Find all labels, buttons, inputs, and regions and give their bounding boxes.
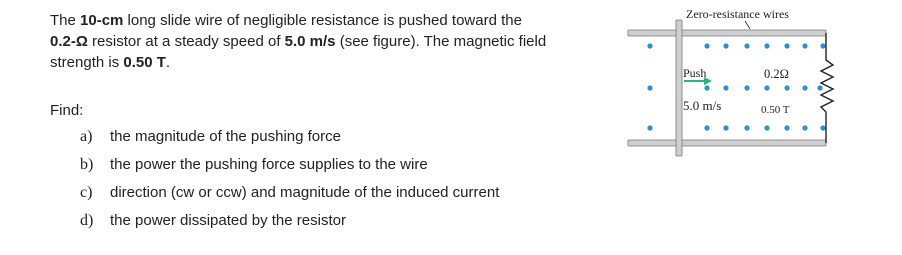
problem-text-3: resistor at a steady speed of	[87, 33, 285, 50]
problem-text-1: The	[50, 12, 81, 29]
field-dot	[764, 43, 769, 48]
question-text: the magnitude of the pushing force	[110, 128, 341, 145]
field-dot	[784, 43, 789, 48]
field-dot	[784, 125, 789, 130]
problem-statement	[50, 10, 620, 73]
resistor-label: 0.2Ω	[764, 67, 789, 81]
field-dot	[764, 85, 769, 90]
circuit-diagram	[620, 0, 902, 170]
field-dot	[744, 43, 749, 48]
top-rail	[628, 30, 826, 36]
question-letter: c)	[80, 184, 93, 201]
question-a	[80, 128, 499, 156]
field-dot	[764, 125, 769, 130]
bottom-rail	[628, 140, 826, 146]
field-dot	[704, 85, 709, 90]
question-list	[80, 128, 499, 240]
field-dot	[817, 85, 822, 90]
field-dot	[647, 85, 652, 90]
field-dot	[704, 43, 709, 48]
field-dot	[802, 85, 807, 90]
problem-text-2: long slide wire of negligible resistance is pushed toward the	[123, 12, 522, 29]
push-label: Push	[683, 66, 707, 80]
question-letter: d)	[80, 212, 94, 229]
question-letter: b)	[80, 156, 94, 173]
field-dot	[784, 85, 789, 90]
field-dot	[802, 43, 807, 48]
field-dot	[744, 85, 749, 90]
question-d	[80, 212, 499, 240]
field-dot	[820, 43, 825, 48]
question-b	[80, 156, 499, 184]
question-letter: a)	[80, 128, 93, 145]
speed-label: 5.0 m/s	[683, 98, 722, 113]
field-dot	[802, 125, 807, 130]
resistor-value: 0.2-Ω	[50, 33, 88, 50]
field-strength: 0.50 T	[123, 54, 166, 71]
field-dot	[723, 85, 728, 90]
slide-wire	[676, 20, 682, 156]
field-label: 0.50 T	[761, 104, 790, 116]
question-text: the power the pushing force supplies to the wire	[110, 156, 428, 173]
wire-length: 10-cm	[80, 12, 124, 29]
find-label: Find:	[50, 102, 84, 119]
field-dot	[704, 125, 709, 130]
field-dot	[723, 125, 728, 130]
field-dot	[647, 125, 652, 130]
problem-text-5: strength is	[50, 54, 124, 71]
question-text: direction (cw or ccw) and magnitude of the induced current	[110, 184, 500, 201]
question-c	[80, 184, 499, 212]
problem-text-6: .	[165, 54, 171, 71]
question-text: the power dissipated by the resistor	[110, 212, 346, 229]
circuit-figure	[620, 0, 902, 170]
field-dot	[820, 125, 825, 130]
problem-text-4: (see figure). The magnetic field	[335, 33, 547, 50]
field-dot	[723, 43, 728, 48]
field-dot	[647, 43, 652, 48]
field-dots	[647, 43, 825, 130]
rails-pointer	[745, 21, 750, 29]
rails-label: Zero-resistance wires	[686, 7, 789, 21]
wire-speed: 5.0 m/s	[284, 33, 336, 50]
field-dot	[744, 125, 749, 130]
